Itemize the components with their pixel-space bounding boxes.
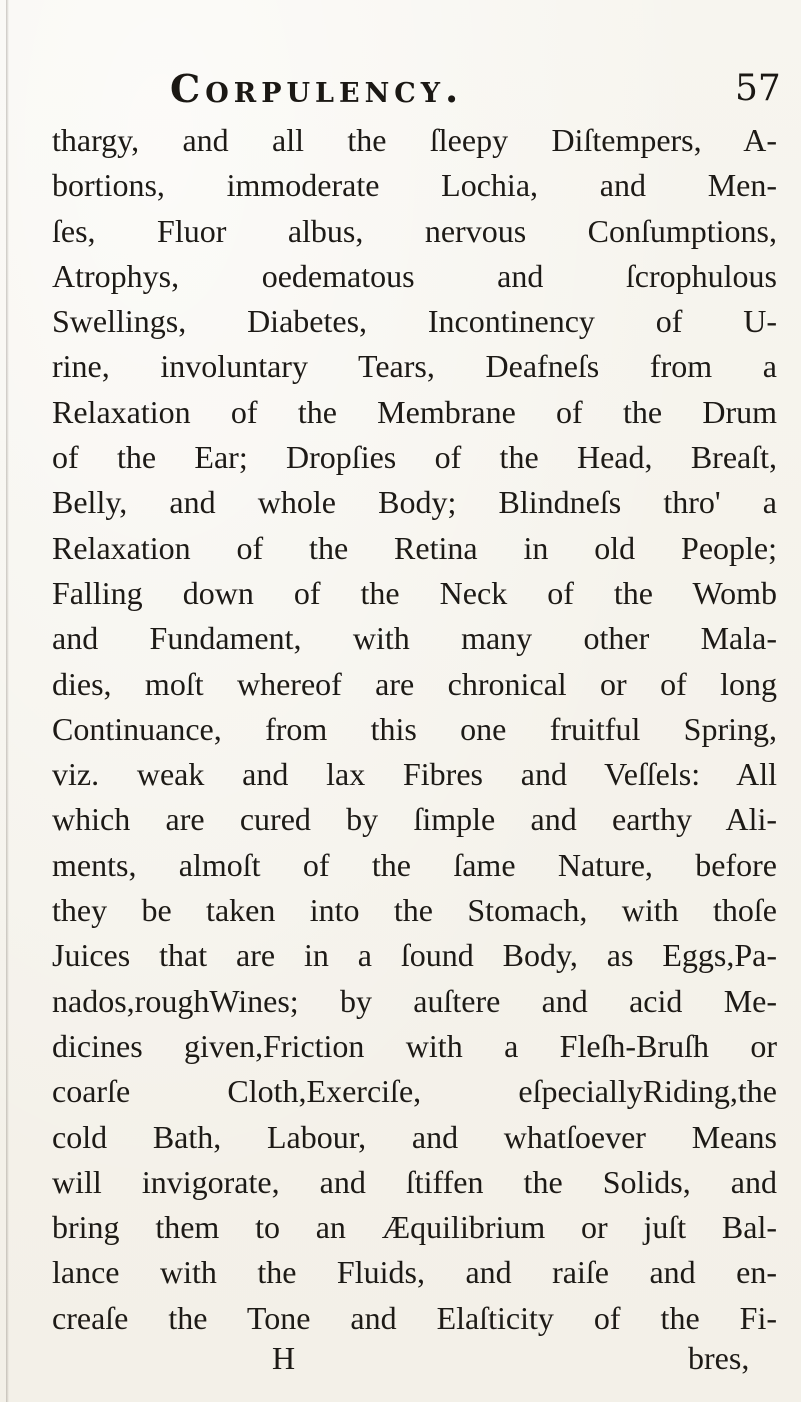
text-line: viz. weak and lax Fibres and Veſſels: All bbox=[52, 756, 777, 793]
text-line: dicines given,Friction with a Fleſh-Bruſh or bbox=[52, 1027, 777, 1064]
text-line: nados,roughWines; by auſtere and acid Me- bbox=[52, 982, 777, 1019]
text-line: cold Bath, Labour, and whatſoever Means bbox=[52, 1118, 777, 1155]
text-line: Juices that are in a ſound Body, as Eggs,Pa- bbox=[52, 937, 777, 974]
signature-mark: H bbox=[272, 1340, 296, 1376]
text-line: Relaxation of the Membrane of the Drum bbox=[52, 393, 777, 430]
catchword: bres, bbox=[688, 1340, 750, 1376]
text-line: thargy, and all the ſleepy Diſtempers, A- bbox=[52, 122, 777, 158]
text-line: Swellings, Diabetes, Incontinency of U- bbox=[52, 303, 777, 340]
text-line: ments, almoſt of the ſame Nature, before bbox=[52, 846, 777, 883]
text-line: bring them to an Æquilibrium or juſt Bal- bbox=[52, 1209, 777, 1246]
text-line: and Fundament, with many other Mala- bbox=[52, 620, 777, 657]
text-line: Relaxation of the Retina in old People; bbox=[52, 529, 777, 566]
text-line: they be taken into the Stomach, with thoſe bbox=[52, 892, 777, 929]
text-line: bortions, immoderate Lochia, and Men- bbox=[52, 167, 777, 204]
text-line: Continuance, from this one fruitful Spring, bbox=[52, 710, 777, 747]
text-line: of the Ear; Dropſies of the Head, Breaſt, bbox=[52, 439, 777, 476]
text-line: will invigorate, and ſtiffen the Solids, and bbox=[52, 1163, 777, 1200]
text-line: Falling down of the Neck of the Womb bbox=[52, 574, 777, 611]
page-number: 57 bbox=[735, 68, 781, 109]
text-line: which are cured by ſimple and earthy Ali- bbox=[52, 801, 777, 838]
text-line: ſes, Fluor albus, nervous Conſumptions, bbox=[52, 212, 777, 249]
text-line: creaſe the Tone and Elaſticity of the Fi- bbox=[52, 1299, 777, 1336]
text-line: Atrophys, oedematous and ſcrophulous bbox=[52, 257, 777, 294]
text-line: dies, moſt whereof are chronical or of long bbox=[52, 665, 777, 702]
text-line: rine, involuntary Tears, Deafneſs from a bbox=[52, 348, 777, 385]
page-footer bbox=[0, 1340, 801, 1390]
body-text bbox=[52, 118, 777, 1341]
page-header bbox=[0, 66, 801, 116]
running-head: Corpulency. bbox=[170, 66, 464, 111]
page-gutter-shadow bbox=[6, 0, 9, 1402]
text-line: Belly, and whole Body; Blindneſs thro' a bbox=[52, 484, 777, 521]
text-line: coarſe Cloth,Exerciſe, eſpeciallyRiding,the bbox=[52, 1073, 777, 1110]
text-line: lance with the Fluids, and raiſe and en- bbox=[52, 1254, 777, 1291]
